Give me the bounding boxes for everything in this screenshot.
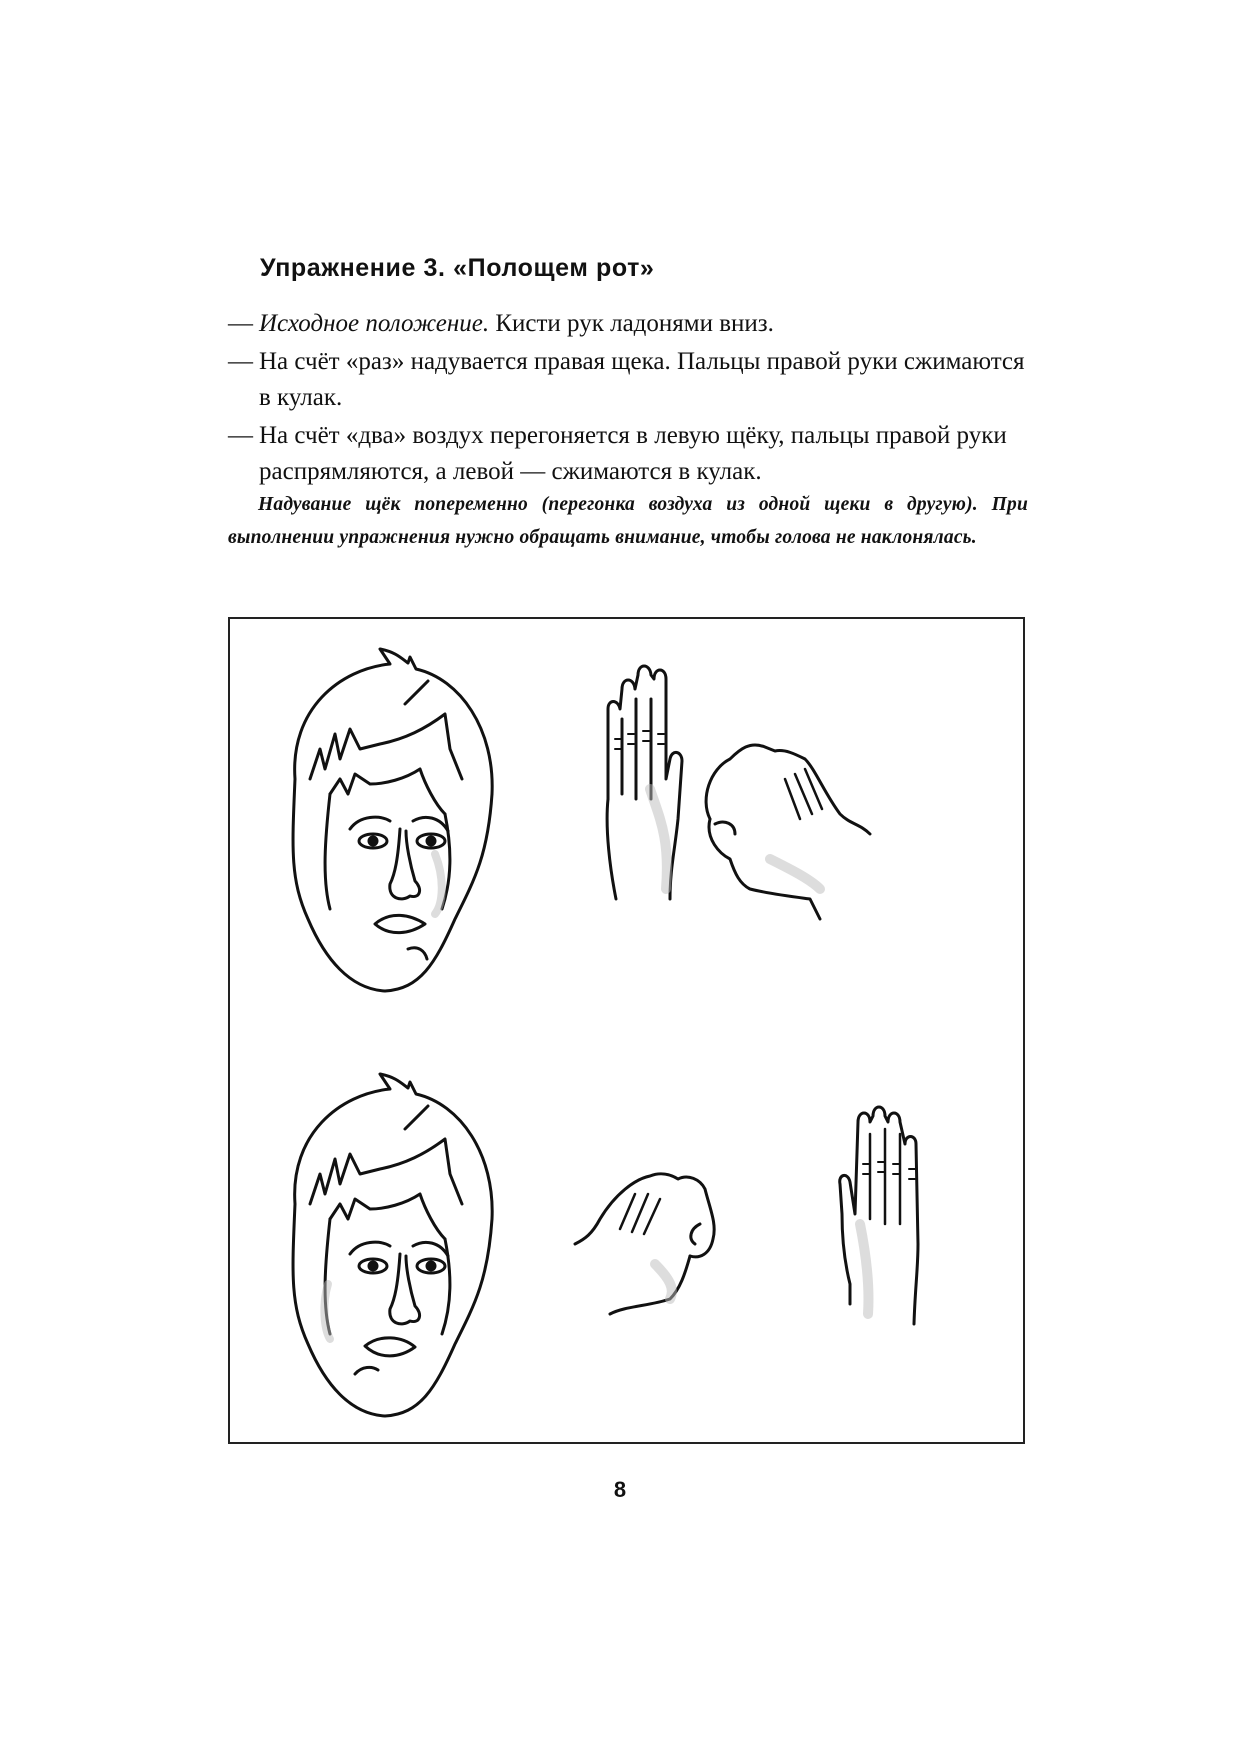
fist-hand-illustration <box>706 745 870 919</box>
step-text: Кисти рук ладонями вниз. <box>489 310 774 337</box>
exercise-note: Надувание щёк попеременно (перегонка воздуха из одной щеки в другую). При выполнении упражнения нужно обращать внимание, чтобы голова не наклонялась. <box>228 494 1028 548</box>
step-item <box>228 306 1028 342</box>
step-item <box>228 418 1028 490</box>
dash-bullet: — <box>228 348 253 375</box>
dash-bullet: — <box>228 310 253 337</box>
step-item <box>228 344 1028 416</box>
exercise-steps <box>228 306 1028 492</box>
step-text: На счёт «раз» надувается правая щека. Пальцы правой руки сжимаются в кулак. <box>259 348 1025 411</box>
face-illustration <box>293 1074 492 1416</box>
step-text: На счёт «два» воздух перегоняется в левую щёку, пальцы правой руки распрямляются, а левой — сжимаются в кулак. <box>259 422 1007 485</box>
open-palm-hand-illustration <box>607 666 682 899</box>
fist-hand-illustration <box>575 1174 714 1314</box>
exercise-title: Упражнение 3. «Полощем рот» <box>260 254 655 282</box>
dash-bullet: — <box>228 422 253 449</box>
page-number: 8 <box>613 1477 627 1502</box>
face-illustration <box>293 649 492 991</box>
illustration-frame <box>228 617 1025 1444</box>
step-lead: Исходное положение. <box>259 310 490 337</box>
open-palm-hand-illustration <box>840 1107 918 1324</box>
